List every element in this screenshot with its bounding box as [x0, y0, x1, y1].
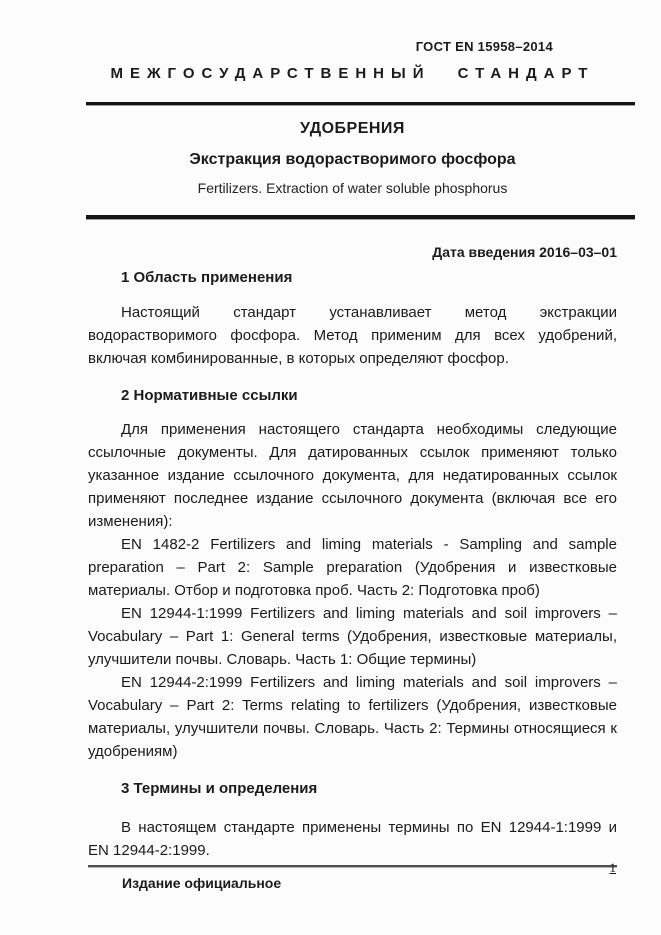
- doc-number: ГОСТ EN 15958–2014: [415, 39, 553, 54]
- page-number: 1: [609, 860, 616, 875]
- reference-en-12944-2: EN 12944-2:1999 Fertilizers and liming materials and soil improvers – Vocabulary – Part 2: Terms relating to fertilizers (Удобрения, известковые материалы, улучшители почвы. Словарь. Часть 2: Термины относящиеся к удобрениям): [88, 674, 617, 760]
- reference-en-1482-2: EN 1482-2 Fertilizers and liming materials - Sampling and sample preparation – Part 2: Sample preparation (Удобрения и известковые материалы. Отбор и подготовка проб. Часть 2: Подготовка проб): [88, 536, 617, 599]
- title-divider: [86, 215, 635, 219]
- section-2-intro-paragraph: Для применения настоящего стандарта необходимы следующие ссылочные документы. Для датированных ссылок применяют только указанное издание ссылочного документа, для недатированных ссылок применяют последнее издание ссылочного документа (включая все его изменения):: [88, 421, 617, 530]
- standard-category: МЕЖГОСУДАРСТВЕННЫЙ СТАНДАРТ: [110, 65, 595, 82]
- footer-divider: [88, 865, 617, 867]
- doc-subtitle-ru: Экстракция водорастворимого фосфора: [189, 151, 516, 168]
- reference-en-12944-1: EN 12944-1:1999 Fertilizers and liming materials and soil improvers – Vocabulary – Part 1: General terms (Удобрения, известковые материалы, улучшители почвы. Словарь. Часть 1: Общие термины): [88, 605, 617, 668]
- header-divider: [86, 102, 635, 105]
- official-edition-note: Издание официальное: [122, 875, 282, 891]
- section-2-heading: 2 Нормативные ссылки: [121, 387, 298, 404]
- doc-title-ru: УДОБРЕНИЯ: [300, 120, 405, 137]
- page-content: [88, 0, 617, 935]
- effective-date: Дата введения 2016–03–01: [432, 244, 617, 260]
- section-3-heading: 3 Термины и определения: [121, 780, 318, 797]
- section-1-heading: 1 Область применения: [121, 269, 293, 286]
- section-1-paragraph: Настоящий стандарт устанавливает метод экстракции водорастворимого фосфора. Метод применим для всех удобрений, включая комбинированные, в которых определяют фосфор.: [88, 304, 617, 367]
- doc-title-en: Fertilizers. Extraction of water soluble phosphorus: [197, 180, 508, 196]
- section-3-paragraph: В настоящем стандарте применены термины по EN 12944-1:1999 и EN 12944-2:1999.: [88, 819, 617, 859]
